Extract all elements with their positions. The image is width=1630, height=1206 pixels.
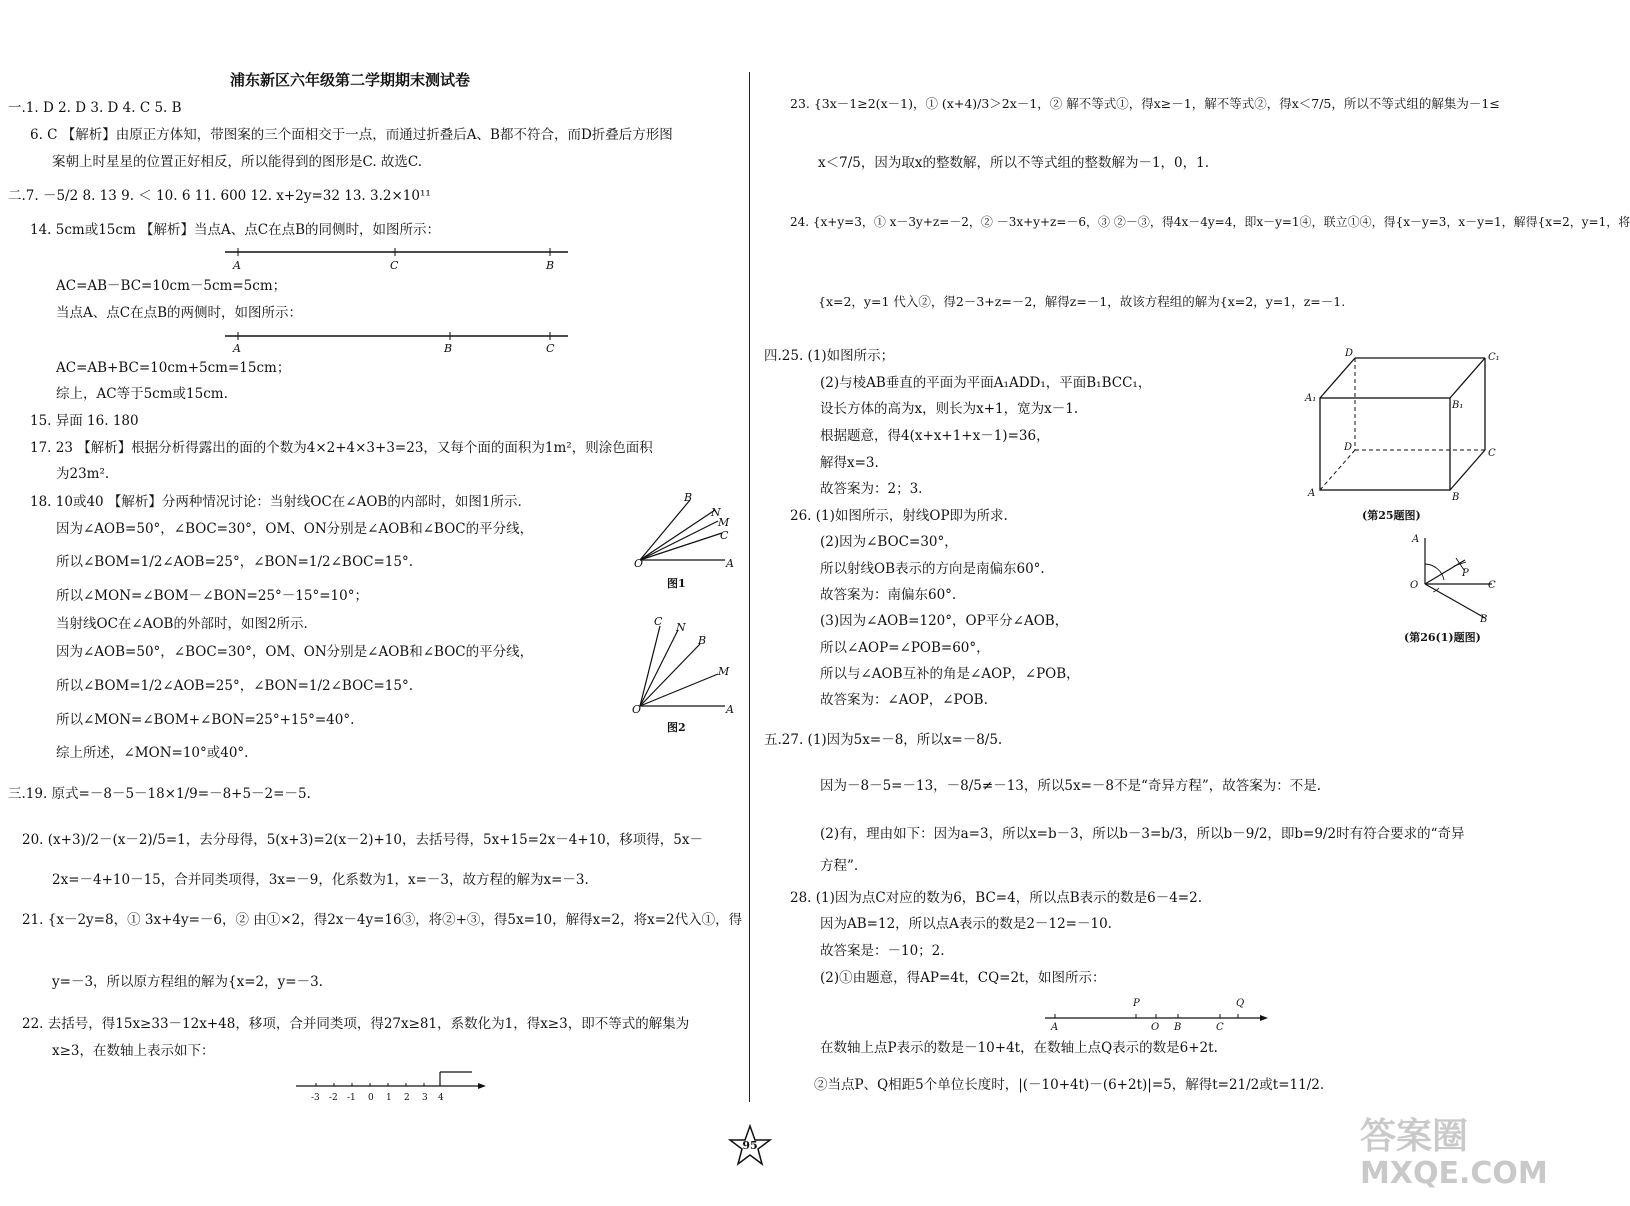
page-title: 浦东新区六年级第二学期期末测试卷 [230,71,471,89]
right-line: (2)与棱AB垂直的平面为平面A₁ADD₁，平面B₁BCC₁， [820,375,1152,391]
fig2-caption: 图2 [667,721,686,734]
left-line: 因为∠AOB=50°，∠BOC=30°，OM、ON分别是∠AOB和∠BOC的平分线， [56,521,534,537]
seg2-label-b: B [444,342,453,355]
seg1-label-b: B [546,259,555,272]
right-line: 故答案是：－10；2. [820,943,945,959]
right-line: {x=2，y=1 代入②，得2－3+z=－2，解得z=－1，故该方程组的解为{x=2，y=1，z=－1. [818,294,1346,309]
tick-label: 4 [438,1093,444,1103]
left-line: 14. 5cm或15cm 【解析】当点A、点C在点B的同侧时，如图所示： [30,222,441,238]
cuboid-figure [1300,348,1520,508]
left-line: 15. 异面 16. 180 [30,413,139,429]
tick-label: 1 [386,1093,392,1103]
right-line: 因为－8－5=－13，－8/5≠－13，所以5x=－8不是“奇异方程”，故答案为：不是. [820,778,1322,794]
nl28-label-q: Q [1236,998,1245,1009]
left-line: 18. 10或40 【解析】分两种情况讨论：当射线OC在∠AOB的内部时，如图1所示. [30,494,522,510]
tick-label: 2 [404,1093,410,1103]
cuboid-label: C₁ [1488,352,1500,363]
right-line: 所以∠AOP=∠POB=60°， [820,640,990,656]
right-line: 因为AB=12，所以点A表示的数是2－12=－10. [820,916,1112,932]
left-line: AC=AB+BC=10cm+5cm=15cm； [56,360,291,376]
watermark-url: MXQE.COM [1360,1156,1548,1191]
right-line: (2)因为∠BOC=30°， [820,534,958,550]
angle2-label-m: M [718,665,730,678]
compass-label: A [1412,534,1420,545]
left-line: 三.19. 原式=－8－5－18×1/9=－8+5－2=－5. [8,786,311,802]
tick-label: 3 [422,1093,428,1103]
nl28-label-c: C [1216,1022,1224,1033]
compass-label: O [1410,580,1419,591]
left-line: 当点A、点C在点B的两侧时，如图所示： [56,305,302,321]
angle1-label-n: N [711,506,721,519]
fig1-caption: 图1 [667,577,686,590]
seg2-label-a: A [233,342,241,355]
tick-label: 0 [368,1093,374,1103]
left-line: 案朝上时星星的位置正好相反，所以能得到的图形是C. 故选C. [52,154,423,170]
right-line: 所以射线OB表示的方向是南偏东60°. [820,561,1045,577]
angle2-label-n: N [676,621,686,634]
right-line: 四.25. (1)如图所示； [764,348,895,364]
left-line: 17. 23 【解析】根据分析得露出的面的个数为4×2+4×3+3=23，又每个面的面积为1m²，则涂色面积 [30,440,653,456]
right-line: ②当点P、Q相距5个单位长度时，|(－10+4t)－(6+2t)|=5，解得t=21/2或t=11/2. [814,1077,1325,1093]
compass-label: P [1462,568,1469,579]
left-line: x≥3，在数轴上表示如下： [52,1043,215,1059]
right-line: 解得x=3. [820,455,879,471]
column-divider [749,72,750,1102]
right-line: 故答案为：2；3. [820,481,923,497]
right-line: (3)因为∠AOB=120°，OP平分∠AOB， [820,613,1069,629]
angle1-label-o: O [634,557,644,570]
cuboid-label: A [1308,488,1316,499]
nl28-label-p: P [1133,998,1140,1009]
right-line: 设长方体的高为x，则长为x+1，宽为x－1. [820,401,1079,417]
left-line: 22. 去括号，得15x≥33－12x+48，移项，合并同类项，得27x≥81，系数化为1，得x≥3，即不等式的解集为 [22,1016,690,1032]
left-line: 所以∠MON=∠BOM－∠BON=25°－15°=10°； [56,588,368,604]
page-number-badge [728,1124,772,1168]
left-line: 因为∠AOB=50°，∠BOC=30°，OM、ON分别是∠AOB和∠BOC的平分线， [56,644,534,660]
left-line: 6. C 【解析】由原正方体知，带图案的三个面相交于一点，而通过折叠后A、B都不符合，而D折叠后方形图 [30,127,673,143]
angle2-label-b: B [698,634,707,647]
page-number: 95 [742,1139,758,1152]
nl28-label-o: O [1151,1022,1160,1033]
compass-label: C [1488,580,1496,591]
tick-label: -2 [329,1093,338,1103]
cuboid-label: D [1344,442,1353,453]
right-line: 方程”. [820,858,859,874]
cuboid-label: B₁ [1452,400,1464,411]
angle2-label-a: A [726,703,734,716]
left-line: AC=AB－BC=10cm－5cm=5cm； [56,278,287,294]
left-line: 综上，AC等于5cm或15cm. [56,386,228,402]
angle2-label-c: C [654,615,663,628]
left-line: y=－3，所以原方程组的解为{x=2，y=－3. [52,974,323,990]
nl28-label-b: B [1174,1022,1182,1033]
right-line: 五.27. (1)因为5x=－8，所以x=－8/5. [764,732,1003,748]
left-line: 一.1. D 2. D 3. D 4. C 5. B [8,100,182,116]
left-line: 21. {x－2y=8，① 3x+4y=－6，② 由①×2，得2x－4y=16③，将②+③，得5x=10，解得x=2，将x=2代入①，得 [22,912,743,928]
right-line: (2)①由题意，得AP=4t，CQ=2t，如图所示： [820,970,1106,986]
left-line: 综上所述，∠MON=10°或40°. [56,745,249,761]
tick-label: -3 [311,1093,320,1103]
seg1-label-c: C [390,259,399,272]
left-line: 当射线OC在∠AOB的外部时，如图2所示. [56,616,308,632]
left-line: 所以∠MON=∠BOM+∠BON=25°+15°=40°. [56,712,355,728]
cuboid-label: D [1345,348,1354,359]
segment-figure-1 [220,246,580,272]
cuboid-label: C [1488,448,1496,459]
angle1-label-c: C [720,529,729,542]
number-line-22 [290,1066,490,1092]
right-line: x＜7/5，因为取x的整数解，所以不等式组的整数解为－1，0，1. [818,155,1210,171]
seg2-label-c: C [546,342,555,355]
right-line: 所以与∠AOB互补的角是∠AOP，∠POB， [820,666,1080,682]
left-line: 所以∠BOM=1/2∠AOB=25°，∠BON=1/2∠BOC=15°. [56,678,414,694]
nl28-label-a: A [1051,1022,1059,1033]
right-line: 在数轴上点P表示的数是－10+4t，在数轴上点Q表示的数是6+2t. [820,1040,1218,1056]
right-line: 故答案为：南偏东60°. [820,587,957,603]
right-line: 根据题意，得4(x+x+1+x－1)=36， [820,428,1050,444]
seg1-label-a: A [233,259,241,272]
right-line: 23. {3x－1≥2(x－1)，① (x+4)/3＞2x－1，② 解不等式①，得x≥－1，解不等式②，得x＜7/5，所以不等式组的解集为－1≤ [790,96,1500,111]
cuboid-label: B [1452,492,1460,503]
right-line: (2)有，理由如下：因为a=3，所以x=b－3，所以b－3=b/3，所以b－9/2，即b=9/2时有符合要求的“奇异 [820,826,1465,842]
left-line: 所以∠BOM=1/2∠AOB=25°，∠BON=1/2∠BOC=15°. [56,554,414,570]
right-line: 28. (1)因为点C对应的数为6，BC=4，所以点B表示的数是6－4=2. [790,890,1202,906]
compass-label: B [1480,614,1488,625]
left-line: 二.7. －5/2 8. 13 9. ＜ 10. 6 11. 600 12. x+2y=32 13. 3.2×10¹¹ [8,188,431,204]
angle1-label-m: M [718,516,730,529]
segment-figure-2 [220,330,580,356]
watermark-logo: 答案圈 [1360,1116,1469,1157]
fig26-caption: (第26(1)题图) [1404,631,1481,644]
left-line: 为23m². [56,466,110,482]
angle1-label-a: A [726,557,734,570]
right-line: 故答案为：∠AOP，∠POB. [820,692,988,708]
angle2-label-o: O [632,703,642,716]
right-line: 26. (1)如图所示，射线OP即为所求. [790,508,1008,524]
cuboid-label: A₁ [1305,393,1317,404]
right-line: 24. {x+y=3，① x－3y+z=－2，② －3x+y+z=－6，③ ②－③，得4x－4y=4，即x－y=1④，联立①④，得{x－y=3，x－y=1，解得{x=2，y=1，将 [790,215,1630,229]
tick-label: -1 [347,1093,356,1103]
left-line: 20. (x+3)/2－(x－2)/5=1，去分母得，5(x+3)=2(x－2)+10，去括号得，5x+15=2x－4+10，移项得，5x－ [22,832,703,848]
fig25-caption: (第25题图) [1362,509,1421,522]
angle1-label-b: B [684,491,693,504]
left-line: 2x=－4+10－15，合并同类项得，3x=－9，化系数为1，x=－3，故方程的解为x=－3. [52,872,589,888]
